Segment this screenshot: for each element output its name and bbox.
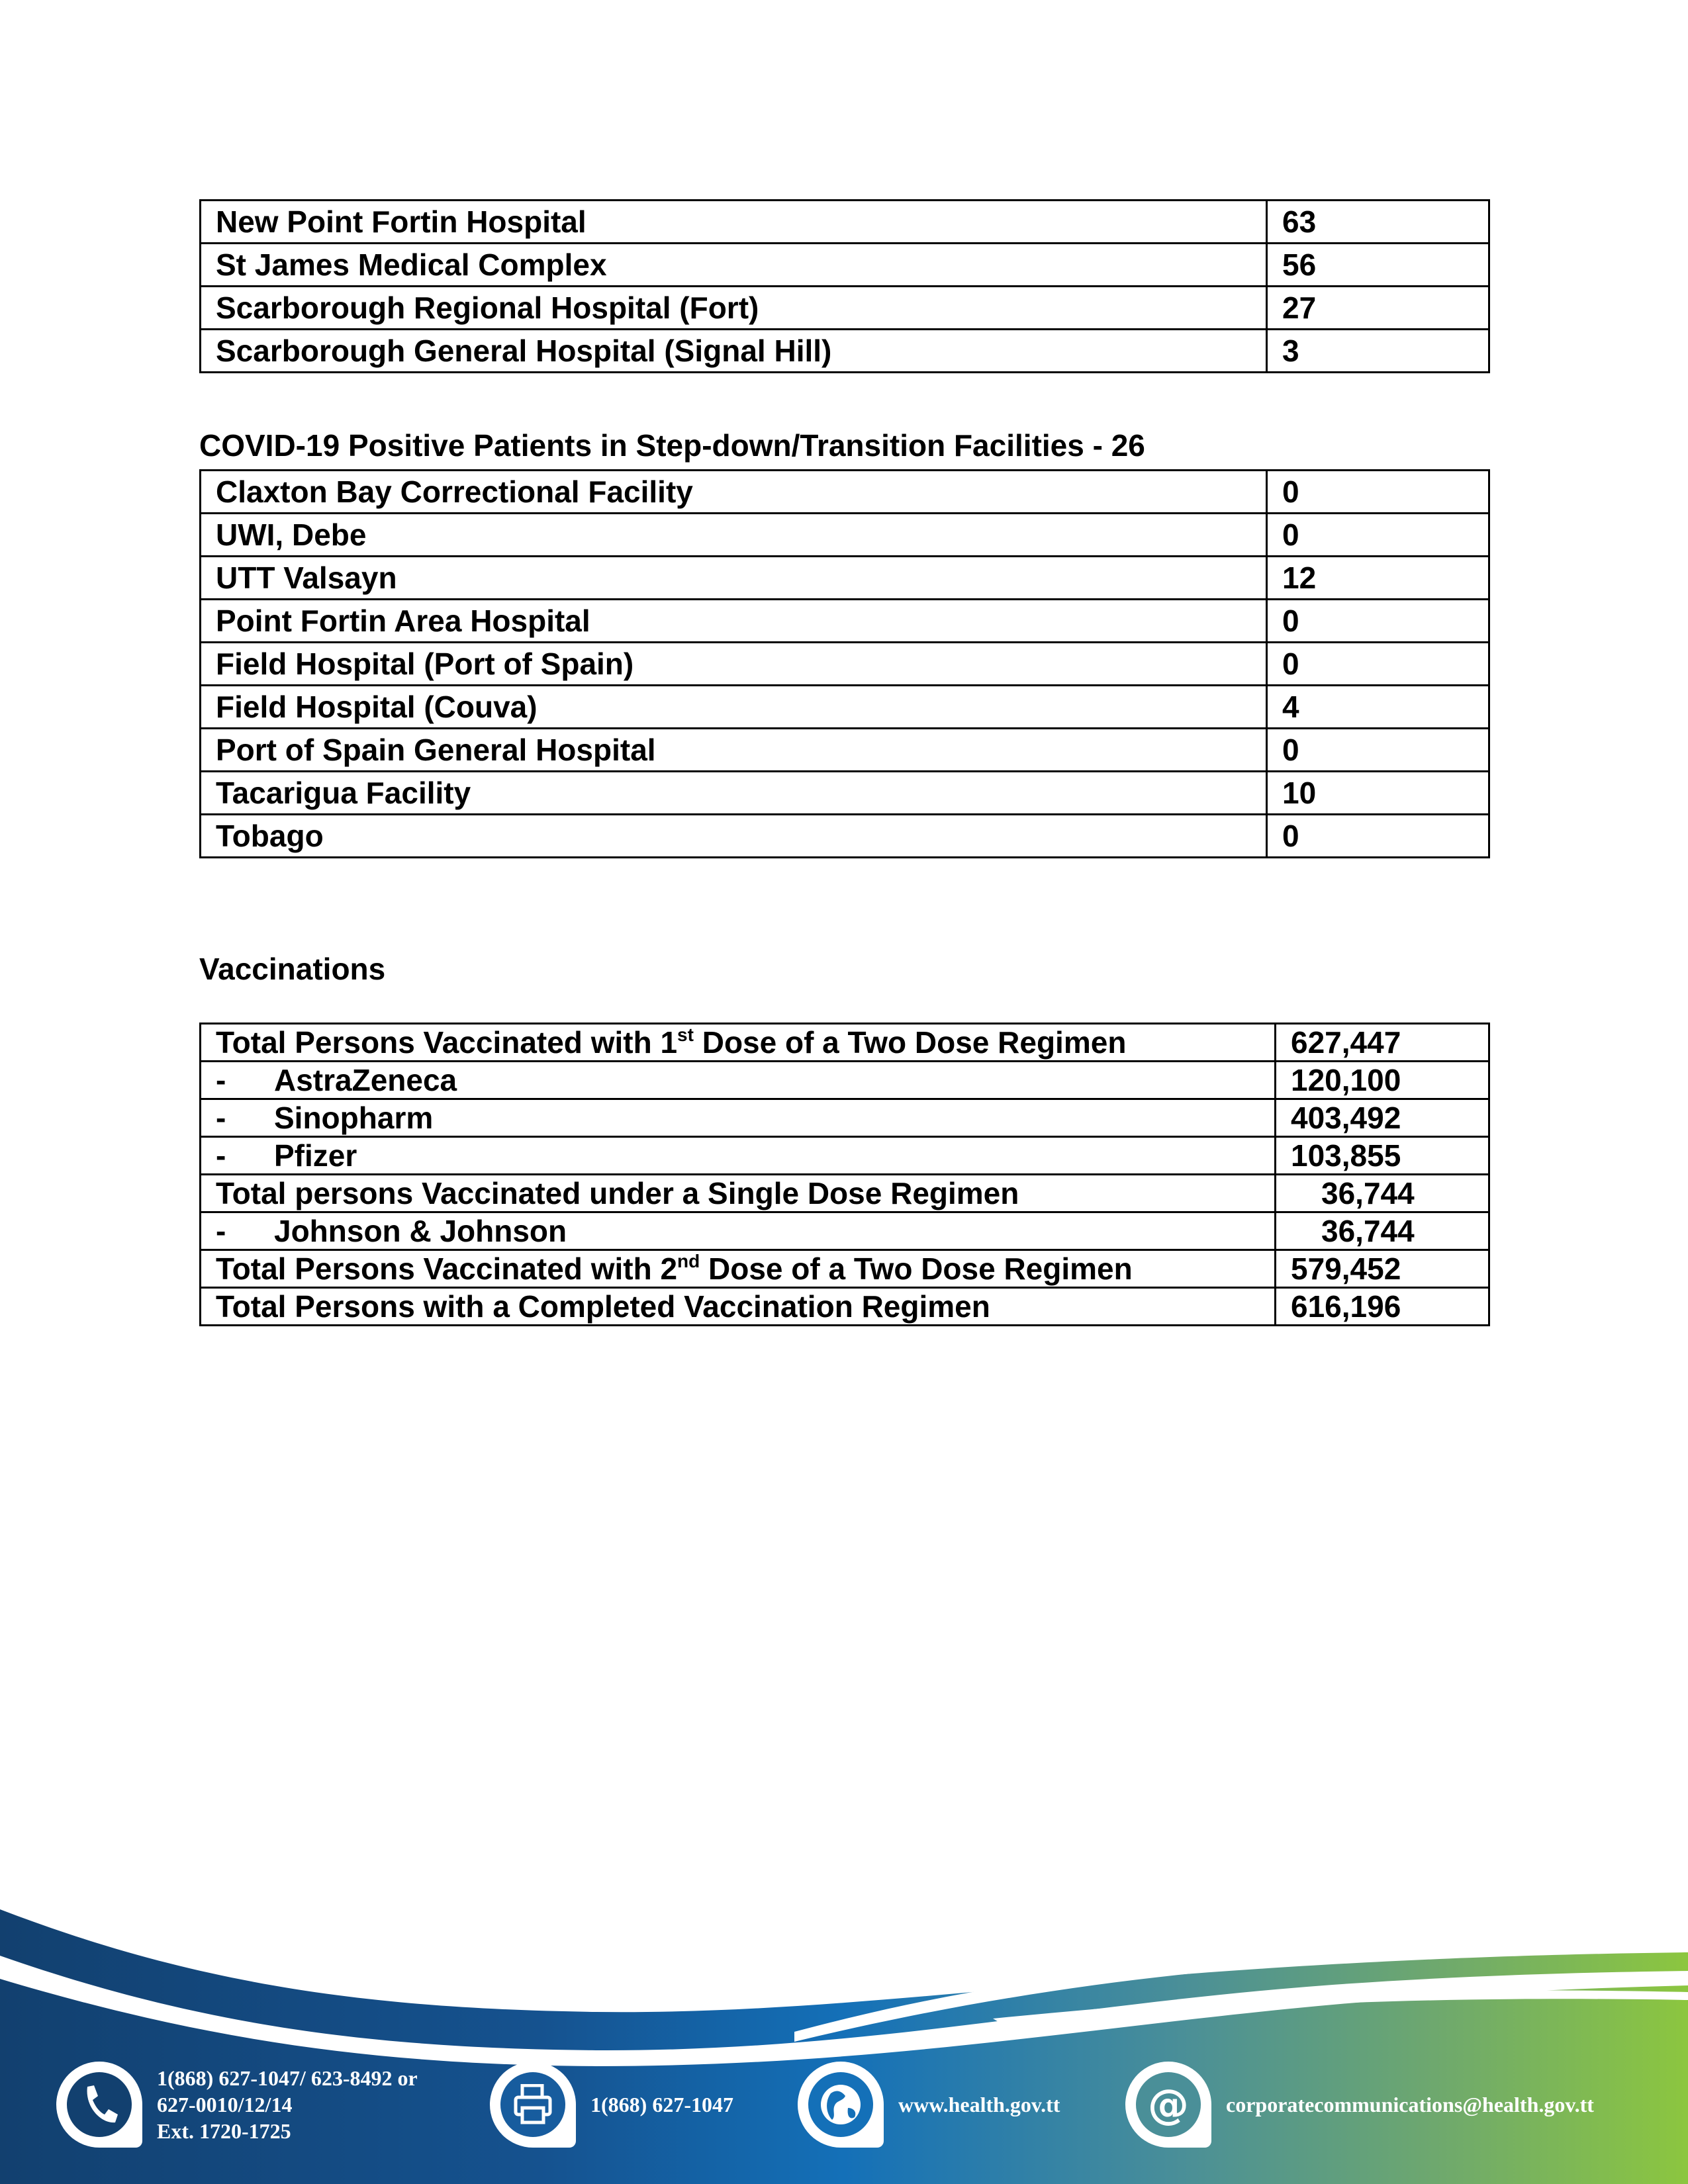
contact-phone bbox=[56, 2062, 418, 2148]
vaccination-count: 36,744 bbox=[1276, 1175, 1489, 1212]
web-badge bbox=[798, 2062, 884, 2148]
table-row bbox=[201, 772, 1489, 815]
phone-icon bbox=[67, 2072, 132, 2137]
table-row bbox=[201, 815, 1489, 858]
facility-name: Point Fortin Area Hospital bbox=[201, 600, 1267, 643]
vaccination-label: Total persons Vaccinated under a Single Dose Regimen bbox=[201, 1175, 1276, 1212]
fax-number: 1(868) 627-1047 bbox=[590, 2093, 733, 2116]
phone-line-3: Ext. 1720-1725 bbox=[157, 2119, 291, 2143]
vaccination-label: - AstraZeneca bbox=[201, 1062, 1276, 1099]
bullet-dash: - bbox=[216, 1138, 226, 1173]
facility-name: Scarborough Regional Hospital (Fort) bbox=[201, 287, 1267, 330]
phone-line-1: 1(868) 627-1047/ 623-8492 or bbox=[157, 2066, 418, 2090]
table-row bbox=[201, 600, 1489, 643]
vaccination-count: 579,452 bbox=[1276, 1250, 1489, 1288]
vaccination-label: Total Persons with a Completed Vaccination Regimen bbox=[201, 1288, 1276, 1326]
facility-name: Field Hospital (Port of Spain) bbox=[201, 643, 1267, 686]
phone-line-2: 627-0010/12/14 bbox=[157, 2093, 293, 2116]
bullet-dash: - bbox=[216, 1214, 226, 1248]
facility-name: Field Hospital (Couva) bbox=[201, 686, 1267, 729]
table-row bbox=[201, 1212, 1489, 1250]
phone-badge bbox=[56, 2062, 142, 2148]
facility-count: 0 bbox=[1267, 643, 1489, 686]
table-row bbox=[201, 244, 1489, 287]
contact-fax bbox=[490, 2062, 733, 2148]
facility-name: Claxton Bay Correctional Facility bbox=[201, 471, 1267, 514]
email-badge bbox=[1125, 2062, 1211, 2148]
website-link[interactable]: www.health.gov.tt bbox=[898, 2093, 1060, 2116]
vaccinations-heading: Vaccinations bbox=[199, 952, 386, 986]
table-row bbox=[201, 287, 1489, 330]
table-row bbox=[201, 1099, 1489, 1137]
facility-count: 3 bbox=[1267, 330, 1489, 373]
table-row bbox=[201, 729, 1489, 772]
table-row bbox=[201, 514, 1489, 557]
facility-count: 0 bbox=[1267, 471, 1489, 514]
vaccination-label: - Sinopharm bbox=[201, 1099, 1276, 1137]
facility-name: UWI, Debe bbox=[201, 514, 1267, 557]
table-row bbox=[201, 330, 1489, 373]
facility-name: New Point Fortin Hospital bbox=[201, 201, 1267, 244]
globe-icon bbox=[808, 2072, 873, 2137]
vaccination-label: - Pfizer bbox=[201, 1137, 1276, 1175]
vaccination-label: Total Persons Vaccinated with 2nd Dose of a Two Dose Regimen bbox=[201, 1250, 1276, 1288]
contact-website[interactable] bbox=[798, 2062, 1060, 2148]
at-sign-icon: @ bbox=[1136, 2072, 1201, 2137]
table-row bbox=[201, 1062, 1489, 1099]
facility-count: 10 bbox=[1267, 772, 1489, 815]
facility-name: St James Medical Complex bbox=[201, 244, 1267, 287]
table-row bbox=[201, 471, 1489, 514]
stepdown-heading: COVID-19 Positive Patients in Step-down/Transition Facilities - 26 bbox=[199, 428, 1145, 463]
table-row bbox=[201, 643, 1489, 686]
facility-name: Tacarigua Facility bbox=[201, 772, 1267, 815]
facility-count: 0 bbox=[1267, 514, 1489, 557]
bullet-dash: - bbox=[216, 1101, 226, 1135]
vaccinations-table bbox=[199, 1023, 1490, 1326]
vaccination-count: 36,744 bbox=[1276, 1212, 1489, 1250]
facility-count: 56 bbox=[1267, 244, 1489, 287]
facility-count: 27 bbox=[1267, 287, 1489, 330]
vaccination-count: 627,447 bbox=[1276, 1024, 1489, 1062]
facility-name: Tobago bbox=[201, 815, 1267, 858]
vaccination-count: 120,100 bbox=[1276, 1062, 1489, 1099]
vaccination-count: 616,196 bbox=[1276, 1288, 1489, 1326]
bullet-dash: - bbox=[216, 1063, 226, 1097]
table-row bbox=[201, 1288, 1489, 1326]
vaccination-label: Total Persons Vaccinated with 1st Dose of a Two Dose Regimen bbox=[201, 1024, 1276, 1062]
facility-name: Scarborough General Hospital (Signal Hill) bbox=[201, 330, 1267, 373]
facility-count: 12 bbox=[1267, 557, 1489, 600]
footer-banner bbox=[0, 1886, 1688, 2184]
facility-count: 0 bbox=[1267, 600, 1489, 643]
vaccination-count: 403,492 bbox=[1276, 1099, 1489, 1137]
table-row bbox=[201, 686, 1489, 729]
facility-name: UTT Valsayn bbox=[201, 557, 1267, 600]
email-link[interactable]: corporatecommunications@health.gov.tt bbox=[1226, 2093, 1594, 2116]
vaccination-label: - Johnson & Johnson bbox=[201, 1212, 1276, 1250]
fax-badge bbox=[490, 2062, 576, 2148]
facility-count: 0 bbox=[1267, 729, 1489, 772]
facility-count: 63 bbox=[1267, 201, 1489, 244]
facility-count: 0 bbox=[1267, 815, 1489, 858]
table-row bbox=[201, 201, 1489, 244]
printer-icon bbox=[500, 2072, 565, 2137]
table-row bbox=[201, 1250, 1489, 1288]
table-row bbox=[201, 1137, 1489, 1175]
facility-count: 4 bbox=[1267, 686, 1489, 729]
table-row bbox=[201, 1175, 1489, 1212]
table-row bbox=[201, 1024, 1489, 1062]
hospital-beds-table bbox=[199, 199, 1490, 373]
table-row bbox=[201, 557, 1489, 600]
facility-name: Port of Spain General Hospital bbox=[201, 729, 1267, 772]
contact-email[interactable] bbox=[1125, 2062, 1594, 2148]
stepdown-facilities-table bbox=[199, 469, 1490, 858]
vaccination-count: 103,855 bbox=[1276, 1137, 1489, 1175]
